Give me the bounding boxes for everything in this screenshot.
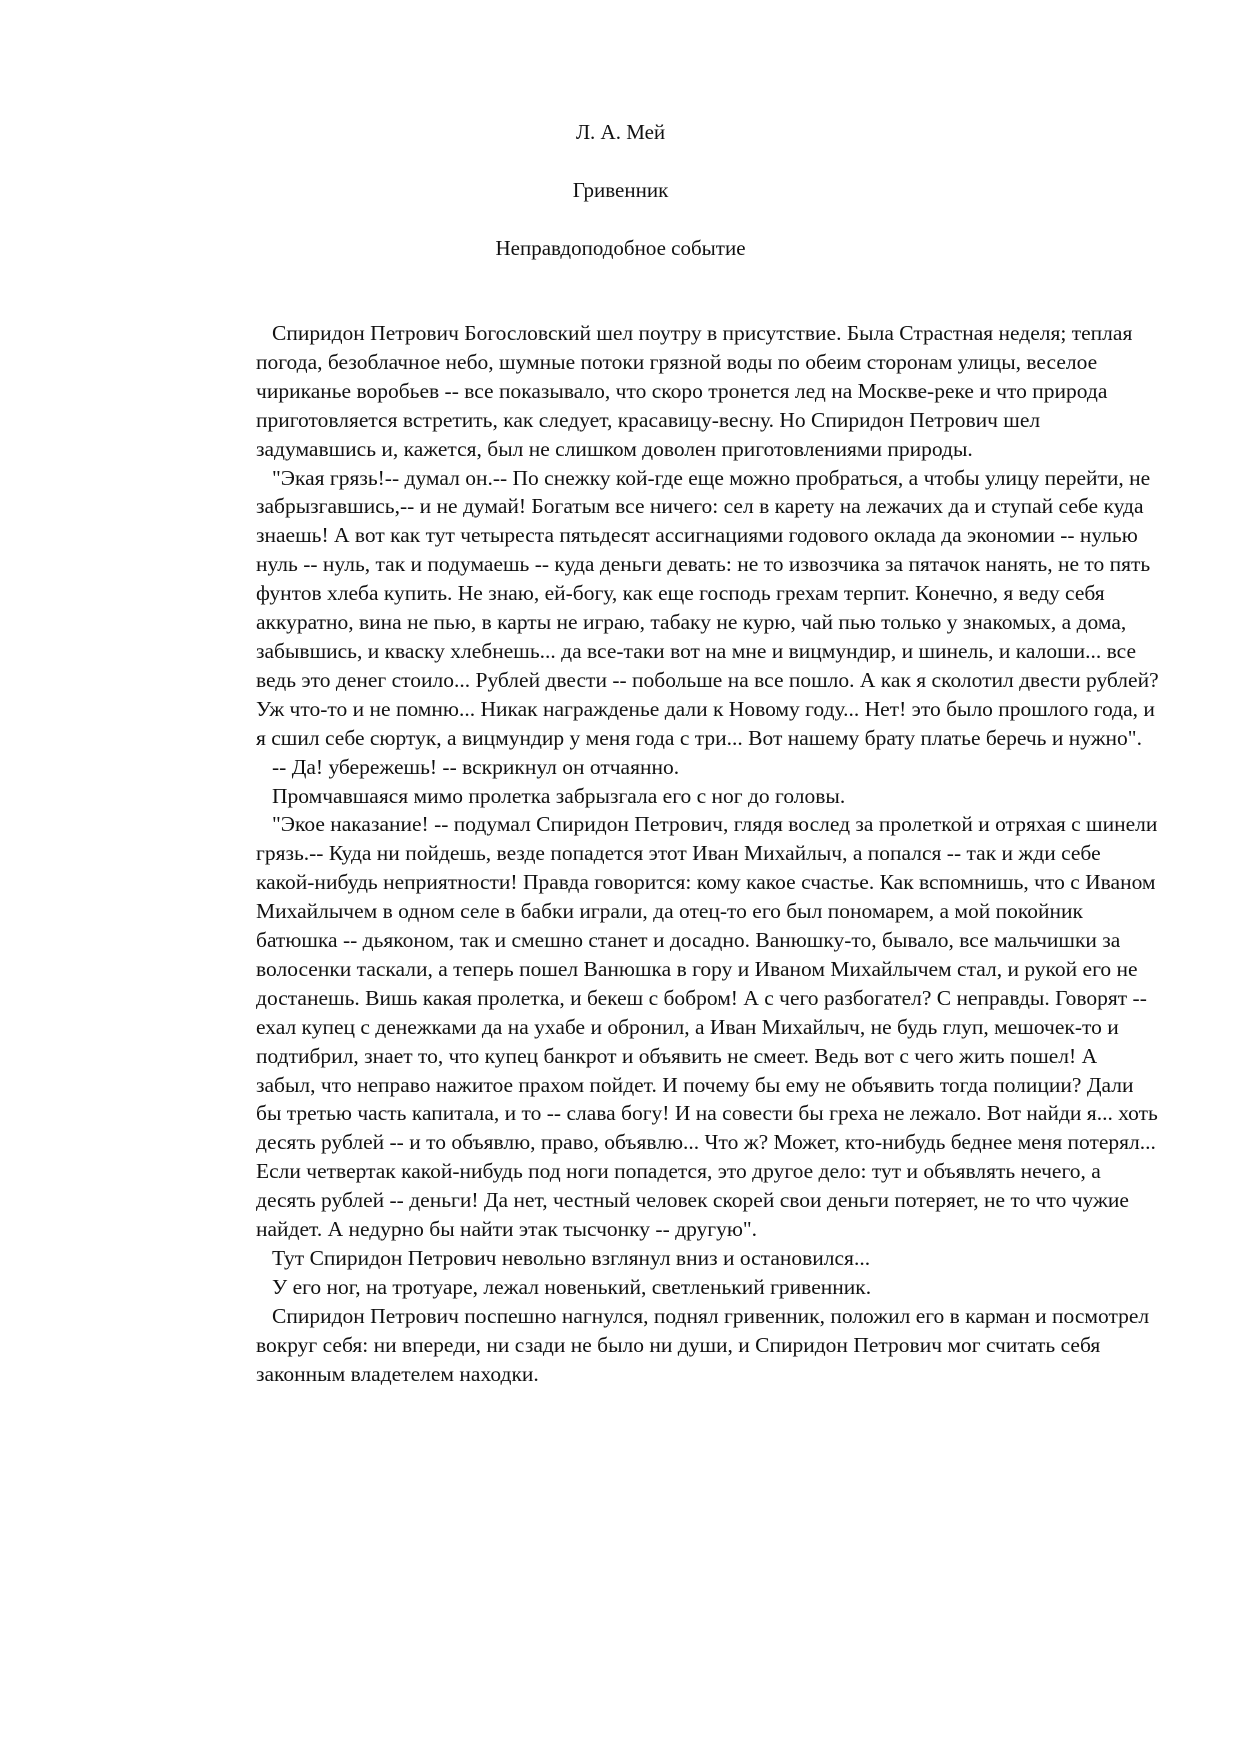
paragraph: Промчавшаяся мимо пролетка забрызгала его с ног до головы. <box>272 783 846 808</box>
story-body <box>256 319 1161 1389</box>
author-name: Л. А. Мей <box>575 120 666 144</box>
story-subtitle: Неправдоподобное событие <box>495 236 746 260</box>
paragraph: У его ног, на тротуаре, лежал новенький, светленький гривенник. <box>272 1274 872 1299</box>
paragraph: Спиридон Петрович Богословский шел поутру в присутствие. Была Страстная неделя; теплая погода, безоблачное небо, шумные потоки грязной воды по обеим сторонам улицы, веселое чириканье воробьев -- все показывало, что скоро тронется лед на Москве-реке и что природа приготовляется встретить, как следует, красавицу-весну. Но Спиридон Петрович шел задумавшись и, кажется, был не слишком доволен приготовлениями природы. <box>256 321 1133 461</box>
story-title: Гривенник <box>572 178 669 202</box>
paragraph: -- Да! убережешь! -- вскрикнул он отчаянно. <box>272 754 680 779</box>
paragraph: "Экая грязь!-- думал он.-- По снежку кой-где еще можно пробраться, а чтобы улицу перейти, не забрызгавшись,-- и не думай! Богатым все ничего: сел в карету на лежачих да и ступай себе куда знаешь! А вот как тут четыреста пятьдесят ассигнациями годового оклада да экономии -- нулью нуль -- нуль, так и подумаешь -- куда деньги девать: не то извозчика за пятачок нанять, не то пять фунтов хлеба купить. Не знаю, ей-богу, как еще господь грехам терпит. Конечно, я веду себя аккуратно, вина не пью, в карты не играю, табаку не курю, чай пью только у знакомых, а дома, забывшись, и кваску хлебнешь... да все-таки вот на мне и вицмундир, и шинель, и калоши... все ведь это денег стоило... Рублей двести -- побольше на все пошло. А как я сколотил двести рублей? Уж что-то и не помню... Никак награжденье дали к Новому году... Нет! это было прошлого года, и я сшил себе сюртук, а вицмундир у меня года с три... Вот нашему брату платье беречь и нужно". <box>256 465 1159 750</box>
paragraph: Тут Спиридон Петрович невольно взглянул вниз и остановился... <box>272 1246 871 1270</box>
paragraph: "Экое наказание! -- подумал Спиридон Петрович, глядя вослед за пролеткой и отряхая с шинели грязь.-- Куда ни пойдешь, везде попадется этот Иван Михайлыч, а попался -- так и жди себе какой-нибудь неприятности! Правда говорится: кому какое счастье. Как вспомнишь, что с Иваном Михайлычем в одном селе в бабки играли, да отец-то его был пономарем, а мой покойник батюшка -- дьяконом, так и смешно станет и досадно. Ванюшку-то, бывало, все мальчишки за волосенки таскали, а теперь пошел Ванюшка в гору и Иваном Михайлычем стал, и рукой его не достанешь. Вишь какая пролетка, и бекеш с бобром! А с чего разбогател? С неправды. Говорят -- ехал купец с денежками да на ухабе и обронил, а Иван Михайлыч, не будь глуп, мешочек-то и подтибрил, знает то, что купец банкрот и объявить не смеет. Ведь вот с чего жить пошел! А забыл, что неправо нажитое прахом пойдет. И почему бы ему не объявить тогда полиции? Дали бы третью часть капитала, и то -- слава богу! И на совести бы греха не лежало. Вот найди я... хоть десять рублей -- и то объявлю, право, объявлю... Что ж? Может, кто-нибудь беднее меня потерял... Если четвертак какой-нибудь под ноги попадется, это другое дело: тут и объявлять нечего, а десять рублей -- деньги! Да нет, честный человек скорей свои деньги потеряет, не то что чужие найдет. А недурно бы найти этак тысчонку -- другую". <box>256 812 1158 1242</box>
paragraph: Спиридон Петрович поспешно нагнулся, поднял гривенник, положил его в карман и посмотрел вокруг себя: ни впереди, ни сзади не было ни души, и Спиридон Петрович мог считать себя законным владетелем находки. <box>256 1303 1150 1386</box>
